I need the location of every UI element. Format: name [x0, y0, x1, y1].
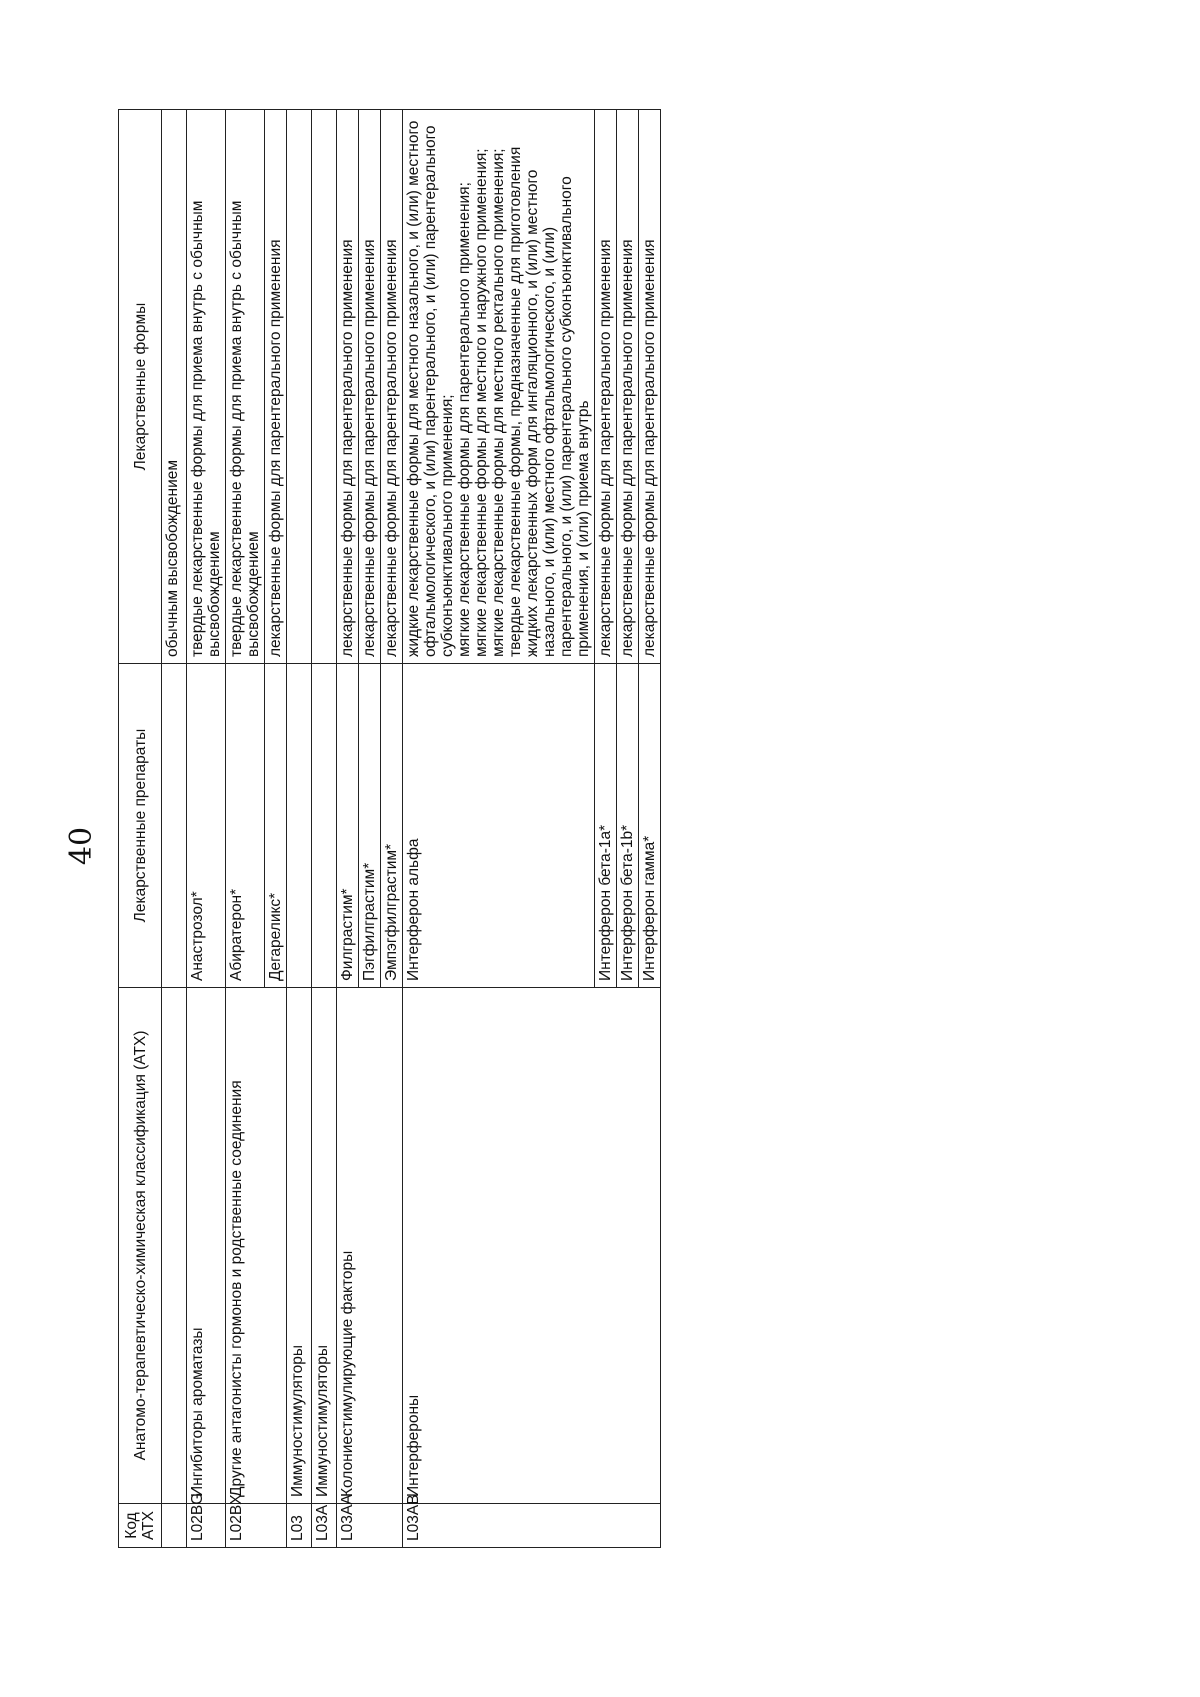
cell-form: твердые лекарственные формы для приема внутрь с обычным высвобождением — [226, 110, 265, 664]
cell-form — [287, 110, 312, 664]
page-number: 40 — [64, 826, 99, 866]
rotated-table-container — [118, 110, 1076, 1548]
table-row — [287, 110, 312, 1548]
cell-drug: Филграстим* — [337, 664, 359, 988]
header-classification: Анатомо-терапевтическо-химическая классификация (АТХ) — [119, 988, 162, 1504]
form-line: жидкие лекарственные формы для местного назального, и (или) местного офтальмологического, и (или) парентерального, и (или) парентерального субконъюнктивального применения; — [405, 120, 456, 657]
cell-form — [312, 110, 337, 664]
cell-form: твердые лекарственные формы для приема внутрь с обычным высвобождением — [187, 110, 226, 664]
cell-code — [162, 1504, 187, 1548]
form-line: мягкие лекарственные формы для парентерального применения; — [456, 182, 473, 657]
cell-drug: Анастрозол* — [187, 664, 226, 988]
atx-table — [118, 109, 661, 1548]
cell-code: L03AA — [337, 1504, 403, 1548]
table-header-row — [119, 110, 162, 1548]
cell-code: L03A — [312, 1504, 337, 1548]
table-row — [312, 110, 337, 1548]
cell-form: лекарственные формы для парентерального применения — [617, 110, 639, 664]
cell-drug: Интерферон бета-1a* — [595, 664, 617, 988]
header-code: Код АТХ — [119, 1504, 162, 1548]
cell-drug: Пэгфилграстим* — [359, 664, 381, 988]
cell-class: Интерфероны — [403, 988, 661, 1504]
cell-form: лекарственные формы для парентерального применения — [595, 110, 617, 664]
table-row — [187, 110, 226, 1548]
cell-class: Иммуностимуляторы — [287, 988, 312, 1504]
cell-drug: Интерферон гамма* — [639, 664, 661, 988]
cell-form: лекарственные формы для парентерального применения — [265, 110, 287, 664]
table-row — [337, 110, 359, 1548]
header-forms: Лекарственные формы — [119, 110, 162, 664]
cell-form-list — [403, 110, 595, 664]
cell-form: лекарственные формы для парентерального применения — [359, 110, 381, 664]
cell-class — [162, 988, 187, 1504]
cell-drug — [287, 664, 312, 988]
cell-drug — [162, 664, 187, 988]
table-row — [403, 110, 595, 1548]
form-line: мягкие лекарственные формы для местного и наружного применения; — [473, 148, 490, 657]
cell-code: L02BX — [226, 1504, 287, 1548]
table-row — [162, 110, 187, 1548]
cell-form: обычным высвобождением — [162, 110, 187, 664]
cell-form: лекарственные формы для парентерального применения — [337, 110, 359, 664]
cell-class: Иммуностимуляторы — [312, 988, 337, 1504]
cell-class: Другие антагонисты гормонов и родственные соединения — [226, 988, 287, 1504]
cell-drug: Эмпэгфилграстим* — [381, 664, 403, 988]
cell-class: Колониестимулирующие факторы — [337, 988, 403, 1504]
cell-drug: Абиратерон* — [226, 664, 265, 988]
cell-code: L02BG — [187, 1504, 226, 1548]
cell-form: лекарственные формы для парентерального применения — [381, 110, 403, 664]
cell-code: L03 — [287, 1504, 312, 1548]
table-row — [226, 110, 265, 1548]
cell-form: лекарственные формы для парентерального применения — [639, 110, 661, 664]
cell-drug — [312, 664, 337, 988]
form-line: твердые лекарственные формы, предназначенные для приготовления жидких лекарственных форм для ингаляционного, и (или) местного назального, и (или) местного офтальмологического, и (или) парентерального, и (или) парентерального субконъюнктивального применения, и (или) приема внутрь — [507, 146, 592, 657]
form-line: мягкие лекарственные формы для местного ректального применения; — [490, 148, 507, 657]
cell-drug: Интерферон альфа — [403, 664, 595, 988]
cell-class: Ингибиторы ароматазы — [187, 988, 226, 1504]
cell-drug: Интерферон бета-1b* — [617, 664, 639, 988]
cell-code: L03AB — [403, 1504, 661, 1548]
header-drugs: Лекарственные препараты — [119, 664, 162, 988]
cell-drug: Дегареликс* — [265, 664, 287, 988]
